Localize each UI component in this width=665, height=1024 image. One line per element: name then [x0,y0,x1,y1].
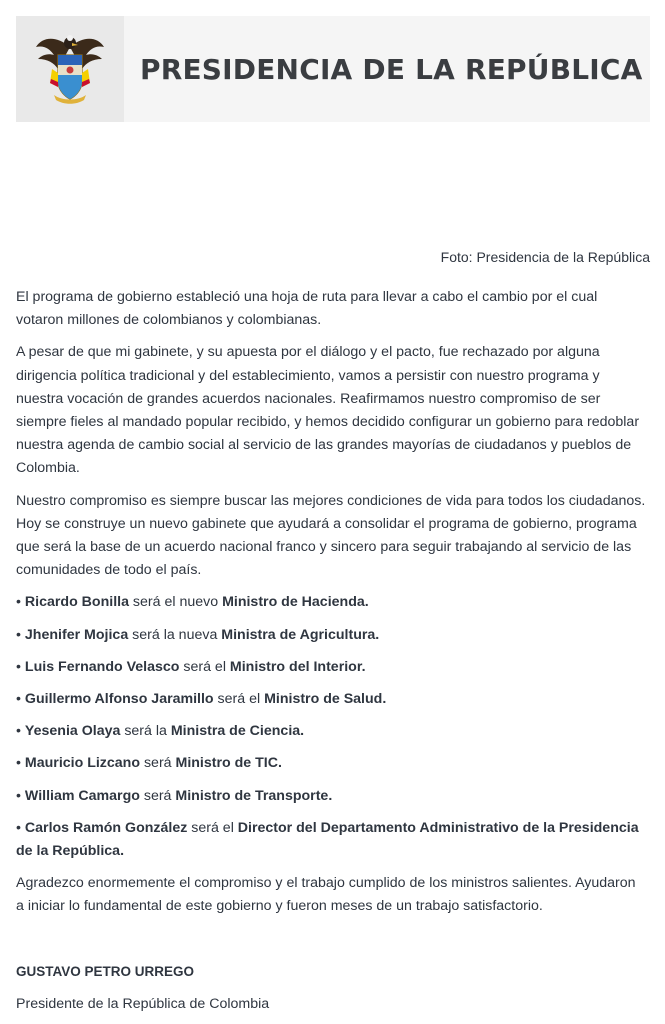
appointment-item [16,785,646,808]
signature-role: Presidente de la República de Colombia [16,996,270,1012]
paragraph: Nuestro compromiso es siempre buscar las mejores condiciones de vida para todos los ciudadanos. Hoy se construye un nuevo gabinete que ayudará a consolidar el programa de gobierno, programa que será la base de un acuerdo nacional franco y sincero para seguir trabajando al servicio de las comunidades de todo el país. [16,492,646,579]
appointee-name: Ricardo Bonilla [24,594,129,611]
appointment-post: Ministra de Agricultura. [221,626,380,643]
appointment-post: Ministro del Interior. [229,658,366,675]
appointee-name: Mauricio Lizcano [24,755,141,772]
appointment-post: Ministra de Ciencia. [170,723,305,740]
bullet: • [16,819,25,836]
paragraph: El programa de gobierno estableció una hoja de ruta para llevar a cabo el cambio por el cual votaron millones de colombianos y colombianas. [16,289,598,329]
appointment-verb: será el nuevo [128,594,223,611]
page-title: PRESIDENCIA DE LA REPÚBLICA [140,52,643,86]
bullet: • [16,658,25,675]
colombia-coat-of-arms-icon [34,29,106,109]
appointee-name: Jhenifer Mojica [24,626,129,643]
appointment-item [16,688,646,711]
appointment-item [16,624,646,647]
appointment-post: Ministro de TIC. [175,755,282,772]
appointee-name: Guillermo Alfonso Jaramillo [24,691,214,708]
appointment-item [16,817,646,863]
article-body [16,286,646,928]
appointment-item [16,591,646,614]
appointee-name: Yesenia Olaya [24,723,121,740]
bullet: • [16,787,25,804]
bullet: • [16,594,25,611]
appointment-verb: será [139,787,176,804]
appointment-verb: será el [179,658,230,675]
bullet: • [16,755,25,772]
signature-name: GUSTAVO PETRO URREGO [16,964,195,979]
appointment-verb: será [140,755,176,772]
bullet: • [16,691,25,708]
photo-caption: Foto: Presidencia de la República [440,249,650,265]
bullet: • [16,626,25,643]
closing-paragraph: Agradezco enormemente el compromiso y el trabajo cumplido de los ministros salientes. Ayudaron a iniciar lo fundamental de este gobierno y fueron meses de un trabajo satisfactorio. [16,875,636,915]
appointment-verb: será la [120,723,171,740]
appointment-post: Ministro de Hacienda. [222,594,369,611]
appointment-verb: será la nueva [128,626,222,643]
appointment-verb: será el [187,819,238,836]
appointment-item [16,720,646,743]
appointment-verb: será el [213,691,265,708]
appointment-item [16,752,646,775]
site-header [16,16,650,122]
appointee-name: Luis Fernando Velasco [24,658,180,675]
appointee-name: William Camargo [24,787,140,804]
appointment-post: Ministro de Salud. [264,691,387,708]
appointment-post: Director del Departamento Administrativo de la Presidencia de la República. [16,819,639,860]
appointee-name: Carlos Ramón González [24,819,188,836]
bullet: • [16,723,25,740]
logo-container [16,16,124,122]
appointment-post: Ministro de Transporte. [175,787,333,804]
paragraph: A pesar de que mi gabinete, y su apuesta por el diálogo y el pacto, fue rechazado por alguna dirigencia política tradicional y del establecimiento, vamos a persistir con nuestro programa y nuestra vocación de grandes acuerdos nacionales. Reafirmamos nuestro compromiso de ser siempre fieles al mandado popular recibido, y hemos decidido configurar un gobierno para redoblar nuestra agenda de cambio social al servicio de las grandes mayorías de ciudadanos y pueblos de Colombia. [16,344,640,477]
appointment-item [16,656,646,679]
